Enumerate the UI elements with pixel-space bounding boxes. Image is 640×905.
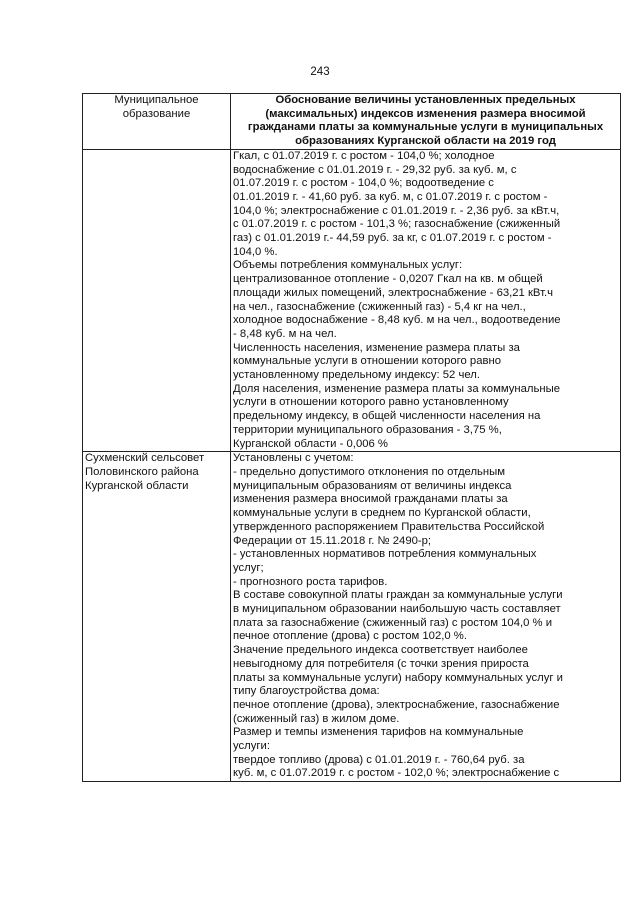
justification-line: 104,0 %; электроснабжение с 01.01.2019 г. - 2,36 руб. за кВт.ч, — [233, 204, 560, 217]
justification-line: с 01.07.2019 г. с ростом - 101,3 %; газоснабжение (сжиженный — [233, 218, 561, 231]
justification-line: - предельно допустимого отклонения по отдельным — [233, 465, 506, 478]
header-col2-line: (максимальных) индексов изменения размера вносимой — [265, 107, 586, 120]
justification-line: в муниципальном образовании наибольшую часть составляет — [233, 603, 561, 616]
justification-line: (сжиженный газ) в жилом доме. — [233, 712, 400, 725]
justification-line: предельному индексу, в общей численности населения на — [233, 410, 541, 423]
justification-line: Размер и темпы изменения тарифов на коммунальные — [233, 726, 524, 739]
justification-line: Объемы потребления коммунальных услуг: — [233, 259, 463, 272]
justification-line: установленному предельному индексу: 52 чел. — [233, 369, 480, 382]
header-municipality — [83, 94, 231, 150]
header-col2-line: образованиях Курганской области на 2019 год — [295, 135, 556, 148]
header-justification — [231, 94, 621, 150]
justification-line: печное отопление (дрова) с ростом 102,0 %. — [233, 630, 467, 643]
justification-line: невыгодному для потребителя (с точки зрения прироста — [233, 657, 529, 670]
justification-line: типу благоустройства дома: — [233, 685, 380, 698]
justification-line: Доля населения, изменение размера платы за коммунальные — [233, 382, 561, 395]
justification-line: Гкал, с 01.07.2019 г. с ростом - 104,0 %; холодное — [233, 149, 495, 162]
justification-line: территории муниципального образования - 3,75 %, — [233, 423, 502, 436]
justification-line: 01.07.2019 г. с ростом - 104,0 %; водоотведение с — [233, 177, 494, 190]
justification-line: - 8,48 куб. м на чел. — [233, 327, 337, 340]
justification-line: утвержденного распоряжением Правительства Российской — [233, 520, 545, 533]
justification-line: Численность населения, изменение размера платы за — [233, 341, 520, 354]
justification-line: коммунальные услуги в среднем по Курганской области, — [233, 507, 531, 520]
justification-line: 104,0 %. — [233, 245, 278, 258]
table-header-row — [83, 94, 621, 150]
justification-line: коммунальные услуги в отношении которого равно — [233, 355, 502, 368]
justification-line: площади жилых помещений, электроснабжение - 63,21 кВт.ч — [233, 286, 554, 299]
justification-line: Курганской области - 0,006 % — [233, 437, 388, 450]
justification-line: холодное водоснабжение - 8,48 куб. м на чел., водоотведение — [233, 314, 561, 327]
page-number: 243 — [310, 66, 330, 78]
justification-line: изменения размера вносимой гражданами платы за — [233, 493, 508, 506]
justification-line: платы за коммунальные услуги) набору коммунальных услуг и — [233, 671, 563, 684]
justification-line: твердое топливо (дрова) с 01.01.2019 г. - 760,64 руб. за — [233, 753, 525, 766]
justification-line: Значение предельного индекса соответствует наиболее — [233, 644, 528, 657]
municipality-line: Сухменский сельсовет — [85, 452, 205, 465]
header-col1-line: образование — [122, 107, 191, 120]
header-col2-line: гражданами платы за коммунальные услуги в муниципальных — [247, 121, 604, 134]
tariff-justification-table — [82, 93, 621, 782]
table-row — [83, 452, 621, 782]
justification-line: централизованное отопление - 0,0207 Гкал на кв. м общей — [233, 273, 543, 286]
justification-line: плата за газоснабжение (сжиженный газ) с ростом 104,0 % и — [233, 616, 553, 629]
justification-line: муниципальным образованиям от величины индекса — [233, 479, 512, 492]
justification-line: Установлены с учетом: — [233, 452, 354, 465]
municipality-cell — [83, 452, 231, 782]
justification-line: услуг; — [233, 561, 264, 574]
municipality-line: Половинского района — [85, 465, 199, 478]
justification-line: услуги в отношении которого равно установленному — [233, 396, 509, 409]
justification-line: водоснабжение с 01.01.2019 г. - 29,32 руб. за куб. м, с — [233, 163, 517, 176]
municipality-cell — [83, 149, 231, 451]
justification-line: - установленных нормативов потребления коммунальных — [233, 548, 537, 561]
justification-cell — [231, 452, 621, 782]
justification-line: Федерации от 15.11.2018 г. № 2490-р; — [233, 534, 432, 547]
justification-line: 01.01.2019 г. - 41,60 руб. за куб. м, с 01.07.2019 г. с ростом - — [233, 190, 548, 203]
justification-line: на чел., газоснабжение (сжиженный газ) - 5,4 кг на чел., — [233, 300, 526, 313]
municipality-line: Курганской области — [85, 479, 189, 492]
header-col2-line: Обоснование величины установленных предельных — [275, 94, 576, 106]
justification-line: печное отопление (дрова), электроснабжение, газоснабжение — [233, 698, 560, 711]
justification-line: В составе совокупной платы граждан за коммунальные услуги — [233, 589, 563, 602]
justification-line: услуги: — [233, 740, 270, 753]
table-row — [83, 149, 621, 451]
justification-line: газ) с 01.01.2019 г.- 44,59 руб. за кг, с 01.07.2019 г. с ростом - — [233, 232, 552, 245]
justification-cell — [231, 149, 621, 451]
justification-line: - прогнозного роста тарифов. — [233, 575, 388, 588]
header-col1-line: Муниципальное — [114, 94, 199, 106]
justification-line: куб. м, с 01.07.2019 г. с ростом - 102,0 %; электроснабжение с — [233, 767, 560, 780]
